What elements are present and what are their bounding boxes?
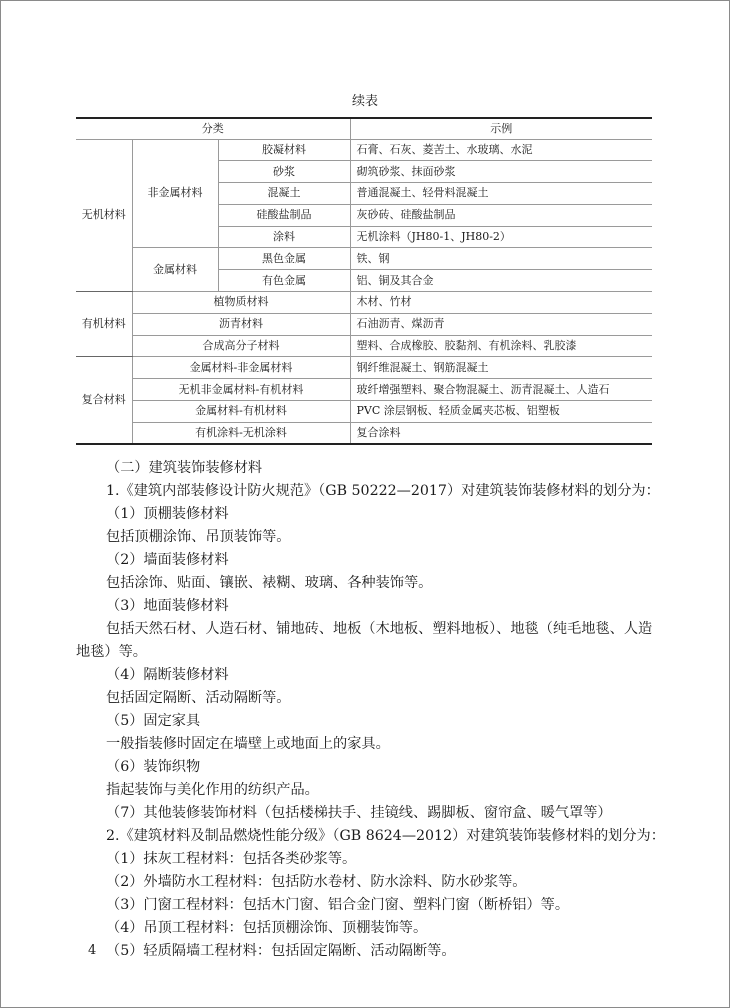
row-examples: 钢纤维混凝土、钢筋混凝土 xyxy=(350,357,652,379)
paragraph: 包括涂饰、贴面、镶嵌、裱糊、玻璃、各种装饰等。 xyxy=(106,575,433,591)
group-inorganic: 无机材料 xyxy=(76,139,132,292)
paragraph: （4）隔断装修材料 xyxy=(106,667,229,683)
paragraph: 1.《建筑内部装修设计防火规范》（GB 50222—2017）对建筑装饰装修材料的划分为： xyxy=(106,483,660,499)
page-number: 4 xyxy=(88,943,97,958)
paragraph: 2.《建筑材料及制品燃烧性能分级》（GB 8624—2012）对建筑装饰装修材料的划分为： xyxy=(106,828,665,844)
row-name: 涂料 xyxy=(218,226,350,248)
paragraph: （4）吊顶工程材料：包括顶棚涂饰、顶棚装饰等。 xyxy=(106,920,428,936)
row-name: 砂浆 xyxy=(218,161,350,183)
row-name: 黑色金属 xyxy=(218,248,350,270)
row-name: 胶凝材料 xyxy=(218,139,350,161)
row-examples: 复合涂料 xyxy=(350,422,652,444)
table-header-row xyxy=(76,118,652,139)
table-row xyxy=(76,313,652,335)
table-row xyxy=(76,139,652,161)
header-category: 分类 xyxy=(76,118,350,139)
paragraph: （3）地面装修材料 xyxy=(106,598,229,614)
row-examples: PVC 涂层钢板、轻质金属夹芯板、铝塑板 xyxy=(350,401,652,423)
materials-table xyxy=(76,117,652,445)
subgroup-nonmetal: 非金属材料 xyxy=(132,139,218,248)
section-title: （二）建筑装饰装修材料 xyxy=(106,460,263,476)
row-name: 植物质材料 xyxy=(132,292,350,314)
row-name: 有色金属 xyxy=(218,270,350,292)
paragraph: （7）其他装修装饰材料（包括楼梯扶手、挂镜线、踢脚板、窗帘盒、暖气罩等） xyxy=(106,805,612,821)
group-organic: 有机材料 xyxy=(76,292,132,357)
group-composite: 复合材料 xyxy=(76,357,132,444)
table-row xyxy=(76,422,652,444)
row-examples: 木材、竹材 xyxy=(350,292,652,314)
paragraph: 一般指装修时固定在墙壁上或地面上的家具。 xyxy=(106,736,390,752)
table-row xyxy=(76,248,652,270)
table-row xyxy=(76,292,652,314)
row-name: 沥青材料 xyxy=(132,313,350,335)
row-name: 有机涂料-无机涂料 xyxy=(132,422,350,444)
row-name: 混凝土 xyxy=(218,183,350,205)
paragraph: （1）顶棚装修材料 xyxy=(106,506,229,522)
row-examples: 石油沥青、煤沥青 xyxy=(350,313,652,335)
table-row xyxy=(76,357,652,379)
paragraph: （2）外墙防水工程材料：包括防水卷材、防水涂料、防水砂浆等。 xyxy=(106,874,527,890)
paragraph: （5）轻质隔墙工程材料：包括固定隔断、活动隔断等。 xyxy=(106,943,456,959)
row-examples: 砌筑砂浆、抹面砂浆 xyxy=(350,161,652,183)
row-examples: 铁、钢 xyxy=(350,248,652,270)
row-examples: 普通混凝土、轻骨料混凝土 xyxy=(350,183,652,205)
paragraph: （1）抹灰工程材料：包括各类砂浆等。 xyxy=(106,851,357,867)
row-name: 硅酸盐制品 xyxy=(218,204,350,226)
table-row xyxy=(76,379,652,401)
paragraph: 包括顶棚涂饰、吊顶装饰等。 xyxy=(106,529,291,545)
paragraph: 指起装饰与美化作用的纺织产品。 xyxy=(106,782,319,798)
table-row xyxy=(76,401,652,423)
row-name: 金属材料-非金属材料 xyxy=(132,357,350,379)
row-examples: 塑料、合成橡胶、胶黏剂、有机涂料、乳胶漆 xyxy=(350,335,652,357)
table-caption: 续表 xyxy=(351,94,378,109)
row-name: 合成高分子材料 xyxy=(132,335,350,357)
row-examples: 石膏、石灰、菱苦土、水玻璃、水泥 xyxy=(350,139,652,161)
subgroup-metal: 金属材料 xyxy=(132,248,218,292)
row-examples: 无机涂料（JH80-1、JH80-2） xyxy=(350,226,652,248)
row-name: 金属材料-有机材料 xyxy=(132,401,350,423)
body-text xyxy=(76,457,665,963)
header-examples: 示例 xyxy=(350,118,652,139)
paragraph: （2）墙面装修材料 xyxy=(106,552,229,568)
paragraph: （5）固定家具 xyxy=(106,713,201,729)
paragraph: 包括固定隔断、活动隔断等。 xyxy=(106,690,291,706)
table-row xyxy=(76,335,652,357)
paragraph: （3）门窗工程材料：包括木门窗、铝合金门窗、塑料门窗（断桥铝）等。 xyxy=(106,897,570,913)
row-examples: 灰砂砖、硅酸盐制品 xyxy=(350,204,652,226)
row-name: 无机非金属材料-有机材料 xyxy=(132,379,350,401)
paragraph: 包括天然石材、人造石材、铺地砖、地板（木地板、塑料地板）、地毯（纯毛地毯、人造地毯）等。 xyxy=(76,621,653,660)
paragraph: （6）装饰织物 xyxy=(106,759,201,775)
row-examples: 玻纤增强塑料、聚合物混凝土、沥青混凝土、人造石 xyxy=(350,379,652,401)
row-examples: 铝、铜及其合金 xyxy=(350,270,652,292)
